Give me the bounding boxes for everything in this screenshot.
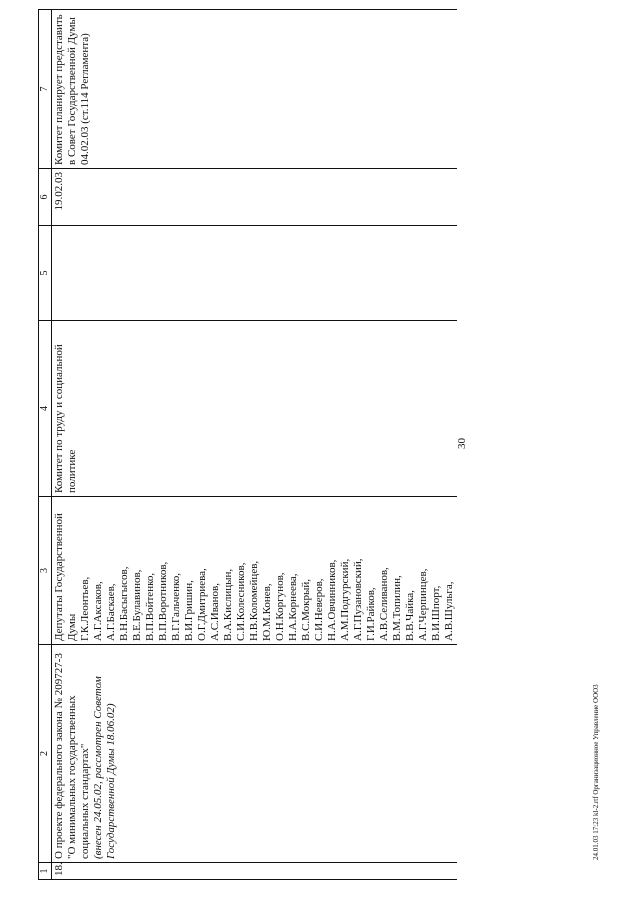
deputy-name: В.А.Кислицын, <box>222 568 234 641</box>
deputy-name: В.П.Войтенко, <box>144 572 156 641</box>
bills-table <box>38 9 457 880</box>
deputy-name: Г.К.Леонтьев, <box>79 576 91 641</box>
table-header-row <box>39 10 52 880</box>
page-number: 30 <box>456 438 468 449</box>
column-header: 2 <box>39 645 52 863</box>
deputy-name: В.И.Гришин, <box>183 580 195 641</box>
date-cell: 19.02.03 <box>52 169 458 226</box>
deputy-name: А.Г.Черпинцев, <box>417 568 429 641</box>
deputy-name: А.С.Иванов, <box>209 583 221 641</box>
bill-title: О проекте федерального закона № 209727-3 "О минимальных государственных социальных стандартах" <box>53 653 91 859</box>
deputy-name: А.Г.Пузановский, <box>352 558 364 641</box>
column-header: 7 <box>39 10 52 169</box>
deputy-name: А.В.Селиванов, <box>378 567 390 641</box>
column-header: 4 <box>39 321 52 497</box>
deputy-name: Ю.М.Конев, <box>261 583 273 641</box>
deputy-name: В.Н.Басыгысов, <box>118 566 130 641</box>
deputy-name: Н.А.Овчинников, <box>326 559 338 641</box>
column-header: 3 <box>39 497 52 645</box>
column-header: 6 <box>39 169 52 226</box>
deputy-name: С.И.Колесников, <box>235 562 247 641</box>
deputy-name: В.М.Топилин, <box>391 575 403 641</box>
footer-stamp: 24.01.03 17:23 kl-2.rtf Организационное Управление ООО3 <box>592 684 600 860</box>
table-row <box>52 10 458 880</box>
deputy-name: В.В.Чайка, <box>404 590 416 641</box>
plan-cell: Комитет планирует представить в Совет Государственной Думы 04.02.03 (ст.114 Регламента) <box>52 10 458 169</box>
initiator-label: Депутаты Государственной Думы <box>53 513 78 641</box>
deputy-name: Н.А.Корнеева, <box>287 573 299 641</box>
deputy-name: Н.В.Коломейцев, <box>248 560 260 641</box>
deputy-name: В.С.Мокрый, <box>300 578 312 641</box>
column-header: 1 <box>39 863 52 880</box>
deputy-name: В.П.Воротников, <box>157 561 169 641</box>
deputy-name: В.И.Шпорт, <box>430 585 442 641</box>
deputy-name: А.Г.Аксаков, <box>92 581 104 641</box>
deputies-list <box>79 500 456 641</box>
committee-cell: Комитет по труду и социальной политике <box>52 321 458 497</box>
column-5-cell <box>52 226 458 321</box>
initiators-cell <box>52 497 458 645</box>
deputy-name: В.Г.Гальченко, <box>170 572 182 641</box>
deputy-name: О.Г.Дмитриева, <box>196 568 208 641</box>
deputy-name: Г.И.Райков, <box>365 587 377 641</box>
deputy-name: О.Н.Коргунов, <box>274 572 286 641</box>
row-number: 18. <box>52 863 458 880</box>
deputy-name: А.Г.Баскаев, <box>105 583 117 641</box>
deputy-name: В.Е.Булавинов, <box>131 569 143 641</box>
deputy-name: С.И.Неверов, <box>313 578 325 641</box>
bill-note: (внесен 24.05.02, рассмотрен Советом Государственной Думы 18.06.02) <box>92 676 117 859</box>
bill-cell <box>52 645 458 863</box>
deputy-name: А.М.Подгурский, <box>339 558 351 641</box>
column-header: 5 <box>39 226 52 321</box>
deputy-name: А.В.Шульга, <box>443 581 455 641</box>
